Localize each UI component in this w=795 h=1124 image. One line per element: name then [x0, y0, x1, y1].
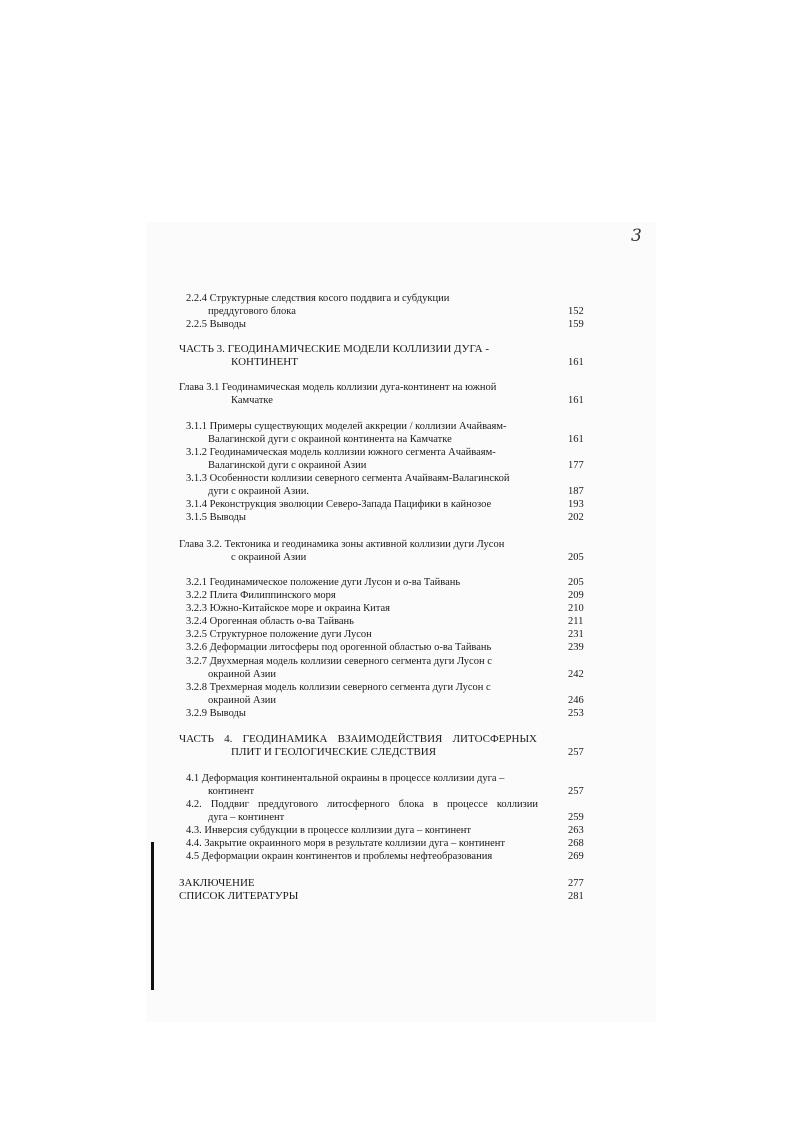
toc-conclusion: ЗАКЛЮЧЕНИЕ [179, 877, 255, 889]
toc-entry-3-2-5: 3.2.5 Структурное положение дуги Лусон [186, 629, 372, 640]
toc-page-number: 231 [568, 629, 584, 640]
toc-entry-3-1-4: 3.1.4 Реконструкция эволюции Северо-Запада Пацифики в кайнозое [186, 499, 492, 510]
toc-entry-3-2-2: 3.2.2 Плита Филиппинского моря [186, 590, 336, 601]
toc-page-number: 253 [568, 708, 584, 719]
toc-chapter-3-1 [179, 381, 496, 407]
toc-page-number: 246 [568, 695, 584, 706]
toc-entry-line: ЧАСТЬ 4. ГЕОДИНАМИКА ВЗАИМОДЕЙСТВИЯ ЛИТОСФЕРНЫХ [179, 733, 537, 745]
toc-part-4 [179, 733, 537, 759]
toc-page-number: 152 [568, 306, 584, 317]
toc-page-number: 161 [568, 434, 584, 445]
toc-entry-line: КОНТИНЕНТ [231, 356, 298, 368]
toc-page-number: 161 [568, 357, 584, 368]
toc-page-number: 177 [568, 460, 584, 471]
toc-entry-4-4: 4.4. Закрытие окраинного моря в результате коллизии дуга – континент [186, 838, 506, 849]
toc-page-number: 242 [568, 669, 584, 680]
toc-entry-4-2 [186, 798, 538, 824]
toc-entry-line: Валагинской дуги с окраиной континента на Камчатке [208, 434, 452, 445]
toc-entry-line: ЧАСТЬ 3. ГЕОДИНАМИЧЕСКИЕ МОДЕЛИ КОЛЛИЗИИ ДУГА - [179, 343, 489, 355]
toc-entry-3-2-7 [186, 655, 492, 681]
toc-entry-line: Камчатке [231, 395, 273, 406]
toc-entry-line: дуга – континент [208, 812, 285, 823]
toc-entry-3-2-3: 3.2.3 Южно-Китайское море и окраина Китая [186, 603, 390, 614]
toc-entry-line: Глава 3.1 Геодинамическая модель коллизии дуга-континент на южной [179, 382, 497, 393]
toc-page-number: 257 [568, 747, 584, 758]
toc-entry-line: Валагинской дуги с окраиной Азии [208, 460, 367, 471]
toc-page-number: 211 [568, 616, 584, 627]
toc-page-number: 193 [568, 499, 584, 510]
handwritten-page-number: 3 [631, 226, 642, 246]
toc-entry-line: окраиной Азии [208, 669, 276, 680]
toc-entry-3-2-6: 3.2.6 Деформации литосферы под орогенной областью о-ва Тайвань [186, 642, 492, 653]
toc-page-number: 205 [568, 577, 584, 588]
toc-page-number: 239 [568, 642, 584, 653]
toc-entry-line: 3.2.8 Трехмерная модель коллизии северного сегмента дуги Лусон с [186, 682, 491, 693]
toc-entry-4-3: 4.3. Инверсия субдукции в процессе коллизии дуга – континент [186, 825, 471, 836]
toc-page-number: 277 [568, 878, 584, 889]
toc-entry-line: преддугового блока [208, 306, 296, 317]
toc-entry-3-2-8 [186, 681, 491, 707]
toc-entry-3-1-5: 3.1.5 Выводы [186, 512, 246, 523]
toc-entry-line: 3.1.1 Примеры существующих моделей аккреции / коллизии Ачайваям- [186, 421, 507, 432]
toc-references: СПИСОК ЛИТЕРАТУРЫ [179, 890, 299, 902]
toc-entry-3-2-4: 3.2.4 Орогенная область о-ва Тайвань [186, 616, 354, 627]
toc-entry-line: 2.2.4 Структурные следствия косого поддвига и субдукции [186, 293, 450, 304]
toc-entry-line: 4.1 Деформация континентальной окраины в процессе коллизии дуга – [186, 773, 505, 784]
binding-edge-line [151, 842, 154, 990]
toc-page-number: 268 [568, 838, 584, 849]
toc-part-3 [179, 343, 489, 369]
toc-page-number: 187 [568, 486, 584, 497]
toc-entry-2-2-5: 2.2.5 Выводы [186, 319, 246, 330]
toc-page-number: 205 [568, 552, 584, 563]
toc-entry-line: 3.2.7 Двухмерная модель коллизии северного сегмента дуги Лусон с [186, 656, 492, 667]
toc-page-number: 210 [568, 603, 584, 614]
toc-page-number: 281 [568, 891, 584, 902]
toc-entry-line: ПЛИТ И ГЕОЛОГИЧЕСКИЕ СЛЕДСТВИЯ [231, 746, 437, 758]
toc-page-number: 202 [568, 512, 584, 523]
toc-entry-line: дуги с окраиной Азии. [208, 486, 310, 497]
toc-page-number: 259 [568, 812, 584, 823]
toc-entry-line: континент [208, 786, 255, 797]
toc-entry-line: 3.1.3 Особенности коллизии северного сегмента Ачайваям-Валагинской [186, 473, 510, 484]
toc-page-number: 209 [568, 590, 584, 601]
toc-page-number: 263 [568, 825, 584, 836]
toc-entry-4-1 [186, 772, 504, 798]
toc-page-number: 269 [568, 851, 584, 862]
toc-chapter-3-2 [179, 538, 504, 564]
toc-entry-line: 3.1.2 Геодинамическая модель коллизии южного сегмента Ачайваям- [186, 447, 496, 458]
toc-entry-2-2-4 [186, 292, 449, 318]
toc-entry-3-2-9: 3.2.9 Выводы [186, 708, 246, 719]
toc-page-number: 159 [568, 319, 584, 330]
toc-entry-line: 4.2. Поддвиг преддугового литосферного блока в процессе коллизии [186, 799, 538, 810]
toc-entry-3-1-1 [186, 420, 507, 446]
toc-entry-3-1-3 [186, 472, 510, 498]
toc-entry-3-2-1: 3.2.1 Геодинамическое положение дуги Лусон и о-ва Тайвань [186, 577, 461, 588]
toc-entry-line: с окраиной Азии [231, 552, 307, 563]
toc-page-number: 161 [568, 395, 584, 406]
toc-entry-3-1-2 [186, 446, 496, 472]
toc-entry-line: Глава 3.2. Тектоника и геодинамика зоны активной коллизии дуги Лусон [179, 539, 505, 550]
toc-entry-line: окраиной Азии [208, 695, 276, 706]
toc-page-number: 257 [568, 786, 584, 797]
toc-entry-4-5: 4.5 Деформации окраин континентов и проблемы нефтеобразования [186, 851, 493, 862]
